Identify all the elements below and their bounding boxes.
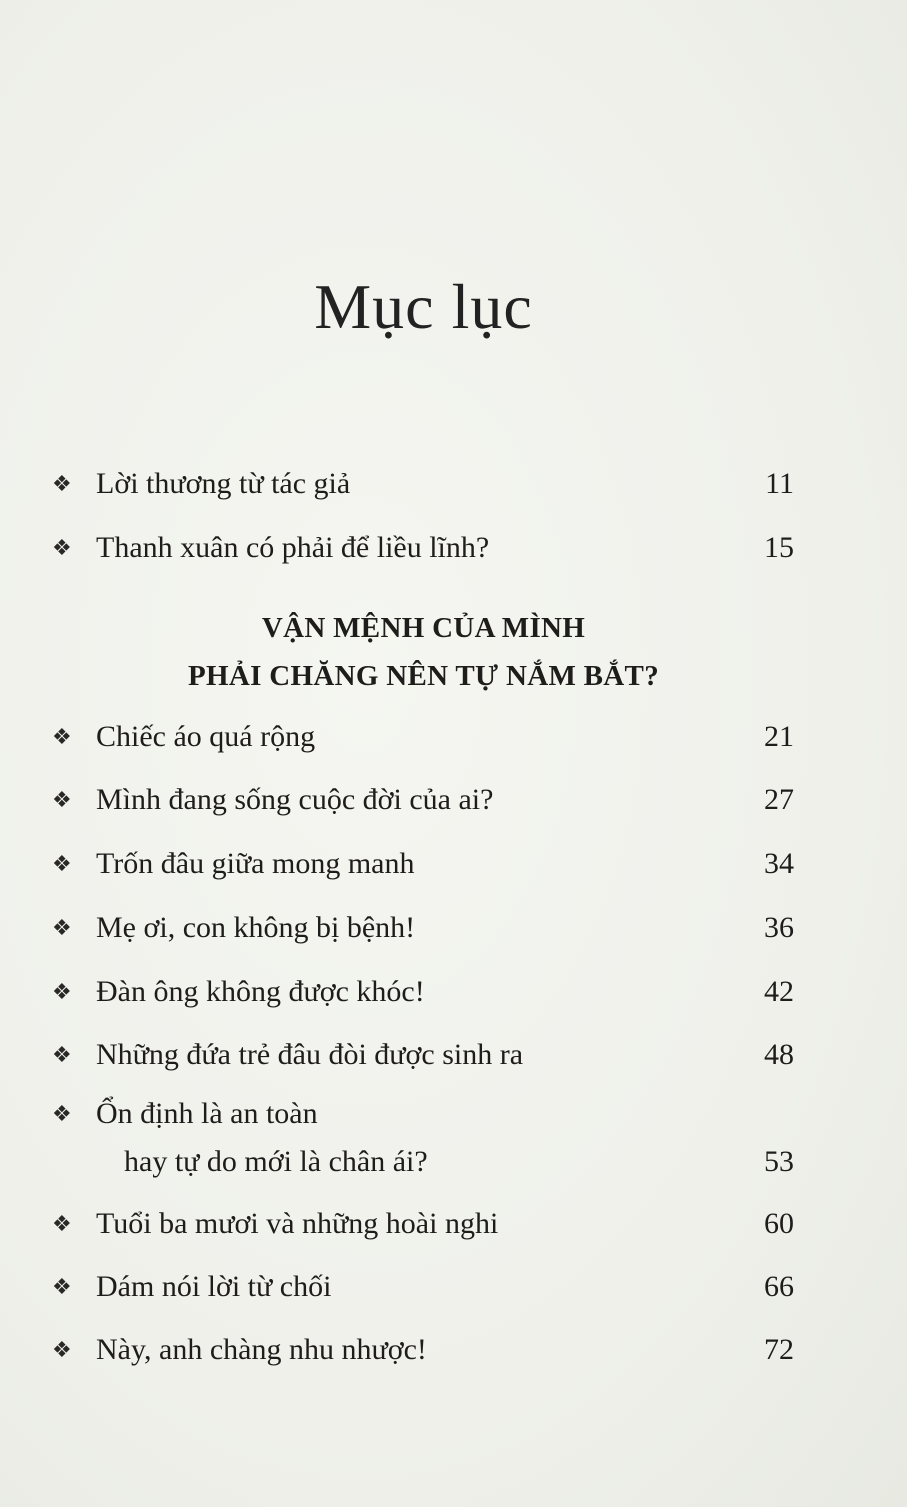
toc-entry[interactable] (52, 842, 794, 886)
toc-entry[interactable] (52, 1202, 794, 1246)
section-heading-line-2: PHẢI CHĂNG NÊN TỰ NẮM BẮT? (187, 660, 659, 692)
entry-page-number: 66 (764, 1270, 794, 1303)
bullet-icon: ❖ (52, 851, 72, 876)
toc-entry[interactable] (52, 1092, 794, 1192)
entry-title: Lời thương từ tác giả (96, 467, 351, 500)
bullet-icon: ❖ (52, 915, 72, 940)
entry-title: Này, anh chàng nhu nhược! (96, 1333, 427, 1366)
entry-page-number: 27 (764, 783, 794, 816)
toc-entry[interactable] (52, 1328, 794, 1372)
bullet-icon: ❖ (52, 1101, 72, 1126)
bullet-icon: ❖ (52, 1337, 72, 1362)
bullet-icon: ❖ (52, 724, 72, 749)
entry-title: Tuổi ba mươi và những hoài nghi (96, 1207, 499, 1240)
entry-page-number: 21 (764, 720, 794, 753)
entry-page-number: 53 (764, 1145, 794, 1178)
bullet-icon: ❖ (52, 787, 72, 812)
entry-title: Thanh xuân có phải để liều lĩnh? (96, 531, 490, 564)
bullet-icon: ❖ (52, 1274, 72, 1299)
toc-entry[interactable] (52, 715, 794, 759)
section-heading-line-1: VẬN MỆNH CỦA MÌNH (261, 612, 586, 644)
bullet-icon: ❖ (52, 1211, 72, 1236)
toc-entry[interactable] (52, 1265, 794, 1309)
entry-page-number: 60 (764, 1207, 794, 1240)
bullet-icon: ❖ (52, 979, 72, 1004)
toc-entry[interactable] (52, 1033, 794, 1077)
toc-entry[interactable] (52, 526, 794, 570)
bullet-icon: ❖ (52, 1042, 72, 1067)
entry-page-number: 72 (764, 1333, 794, 1366)
entry-page-number: 42 (764, 975, 794, 1008)
entry-page-number: 36 (764, 911, 794, 944)
entry-page-number: 11 (765, 467, 794, 500)
entry-title: Mẹ ơi, con không bị bệnh! (96, 911, 416, 944)
entry-title: Dám nói lời từ chối (96, 1270, 332, 1303)
toc-entry[interactable] (52, 778, 794, 822)
bullet-icon: ❖ (52, 471, 72, 496)
entry-title: Đàn ông không được khóc! (96, 975, 425, 1008)
toc-entry[interactable] (52, 462, 794, 506)
entry-title: Chiếc áo quá rộng (96, 720, 316, 753)
entry-title-continued: hay tự do mới là chân ái? (124, 1145, 428, 1178)
entry-title: Mình đang sống cuộc đời của ai? (96, 783, 494, 816)
entry-page-number: 34 (764, 847, 794, 880)
entry-title: Ổn định là an toàn (96, 1097, 318, 1130)
entry-title: Trốn đâu giữa mong manh (96, 847, 415, 880)
page-title: Mục lục (314, 271, 533, 342)
toc-entry[interactable] (52, 970, 794, 1014)
entry-page-number: 48 (764, 1038, 794, 1071)
entry-title: Những đứa trẻ đâu đòi được sinh ra (96, 1038, 524, 1071)
bullet-icon: ❖ (52, 535, 72, 560)
entry-page-number: 15 (764, 531, 794, 564)
toc-entry[interactable] (52, 906, 794, 950)
